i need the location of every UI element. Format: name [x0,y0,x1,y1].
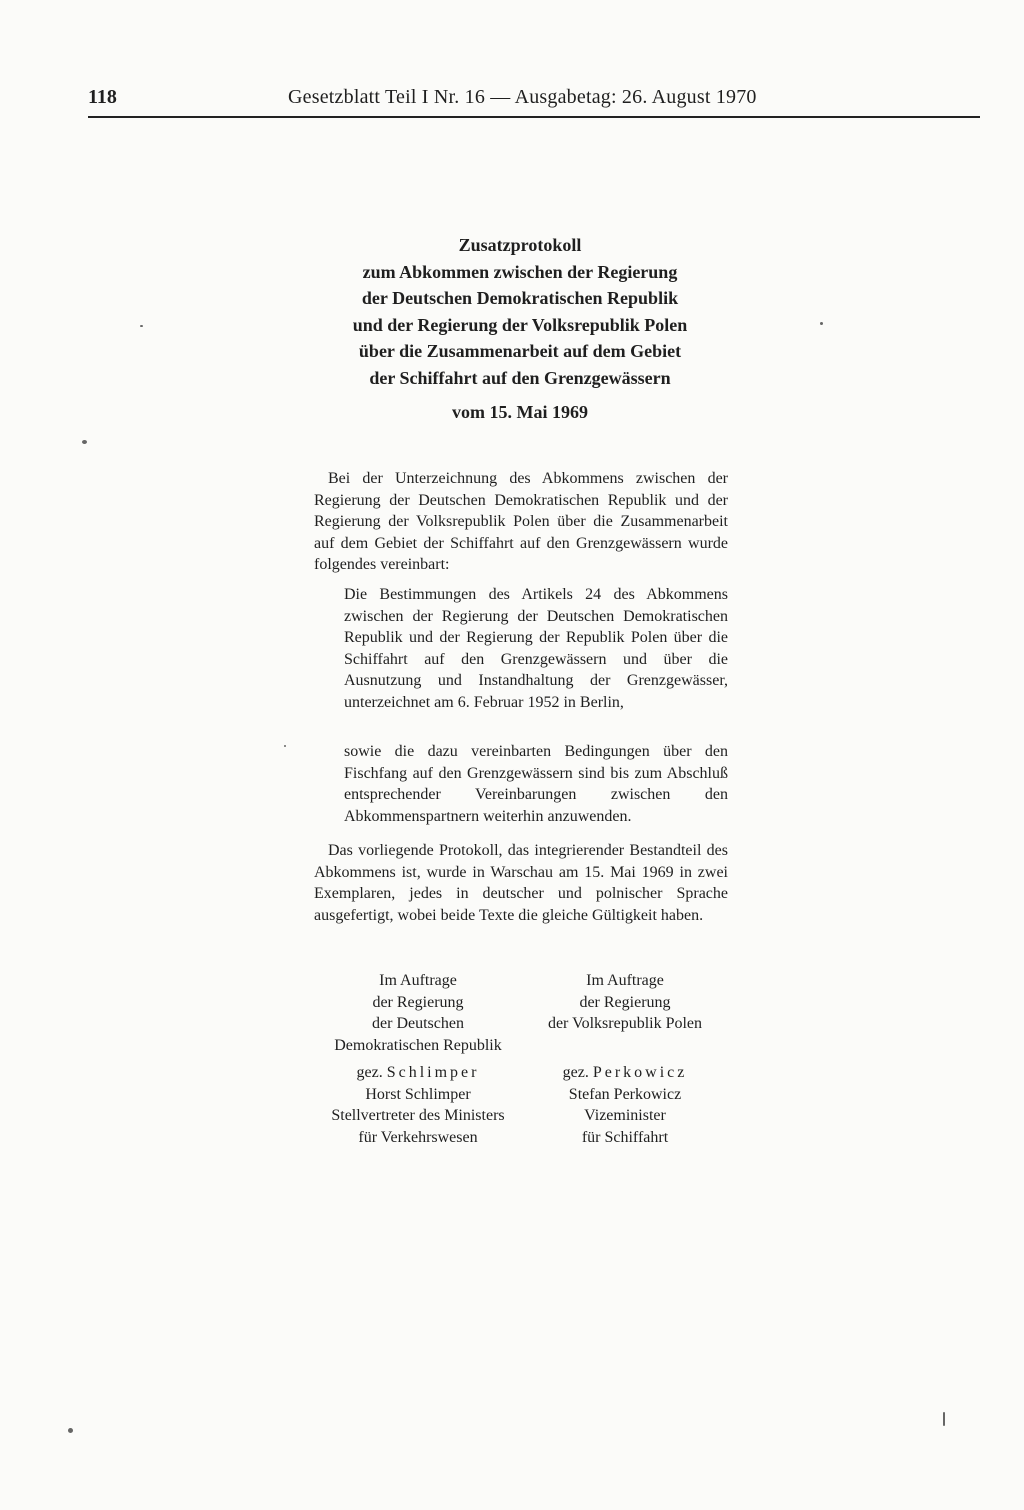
mandate-line: Demokratischen Republik [334,1036,502,1054]
signed-name: Schlimper [386,1064,480,1081]
mandate-line: Im Auftrage [586,972,664,989]
title-line: der Schiffahrt auf den Grenzgewässern [369,367,671,388]
signatory-name: Horst Schlimper [365,1085,471,1103]
signed-name: Perkowicz [592,1064,688,1081]
mandate-line: der Volksrepublik Polen [547,1015,703,1032]
clause-2-text: sowie die dazu vereinbarten Bedingungen über den Fischfang auf den Grenzgewässern sind bis zum Abschluß entsprechender Vereinbarungen zwischen den Abkommenspartnern weiterhin anzuwenden. [344,743,728,825]
signed-line [308,1062,528,1084]
agreement-clause-1 [344,584,728,714]
mandate-line: der Deutschen [372,1015,464,1032]
signatory-title: Vizeminister [584,1107,666,1124]
signed-prefix: gez. [562,1064,589,1081]
agreement-clause-2 [344,741,728,827]
signature-right [515,970,735,1148]
scan-speck [284,745,286,747]
scan-speck [820,322,823,325]
title-line: über die Zusammenarbeit auf dem Gebiet [358,341,682,361]
document-date: vom 15. Mai 1969 [452,402,588,422]
clause-1-text: Die Bestimmungen des Artikels 24 des Abkommens zwischen der Regierung der Deutschen Demokratischen Republik und der Regierung der Republik Polen über die Schiffahrt auf den Grenzgewässern und über die Ausnutzung und Instandhaltung der Grenzgewässer, unterzeichnet am 6. Februar 1952 in Berlin, [344,586,728,711]
page-header [88,86,980,118]
signature-left [308,970,528,1148]
mandate-line: der Regierung [579,993,671,1011]
intro-paragraph [314,468,728,576]
scan-speck [140,325,143,327]
signatory-name: Stefan Perkowicz [568,1085,682,1103]
intro-text: Bei der Unterzeichnung des Abkommens zwischen der Regierung der Deutschen Demokratischen Republik und der Regierung der Volksrepublik Polen über die Zusammenarbeit auf dem Gebiet der Schiffahrt auf den Grenzgewässern wurde folgendes vereinbart: [314,470,728,574]
signed-prefix: gez. [356,1064,383,1081]
title-line: zum Abkommen zwischen der Regierung [362,261,678,282]
closing-text: Das vorliegende Protokoll, das integrierender Bestandteil des Abkommens ist, wurde in Warschau am 15. Mai 1969 in zwei Exemplaren, jedes in deutscher und polnischer Sprache ausgefertigt, wobei beide Texte die gleiche Gültigkeit haben. [314,842,728,924]
title-line: und der Regierung der Volksrepublik Polen [352,314,688,335]
scan-speck [82,440,87,444]
page-number: 118 [88,86,117,108]
running-title: Gesetzblatt Teil I Nr. 16 — Ausgabetag: 26. August 1970 [288,86,757,108]
mandate-line: Im Auftrage [379,972,457,989]
mandate-line: der Regierung [372,993,464,1011]
scan-speck [68,1428,73,1433]
title-line: Zusatzprotokoll [458,235,582,255]
scan-speck [943,1412,945,1426]
signatory-title: für Schiffahrt [581,1128,669,1146]
signatory-title: Stellvertreter des Ministers [331,1107,505,1124]
document-title [300,232,740,391]
signed-line [515,1062,735,1084]
closing-paragraph [314,840,728,926]
title-line: der Deutschen Demokratischen Republik [361,288,679,308]
signatory-title: für Verkehrswesen [358,1128,478,1146]
